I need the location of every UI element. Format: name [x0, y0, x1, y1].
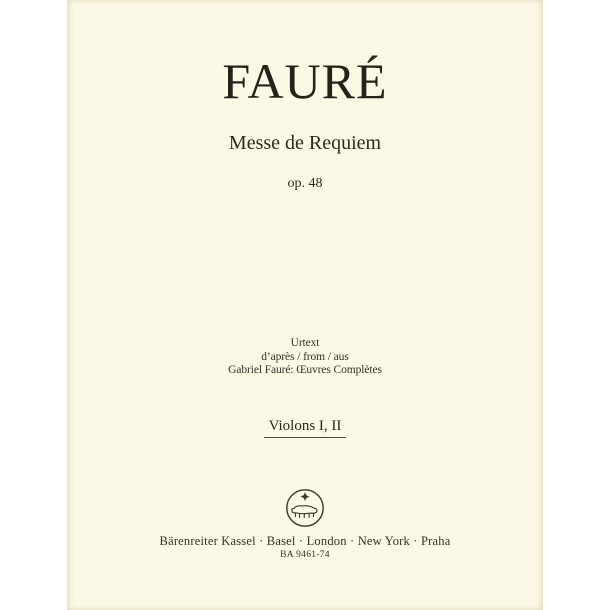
catalog-number: BA 9461-74	[280, 550, 330, 561]
baerenreiter-bear-logo-icon	[285, 488, 325, 528]
edition-line-series: Gabriel Fauré: Œuvres Complètes	[228, 364, 382, 376]
work-title: Messe de Requiem	[228, 132, 382, 154]
opus-number: op. 48	[287, 176, 323, 191]
edition-line-source: d’après / from / aus	[261, 350, 349, 363]
publisher-imprint: Bärenreiter Kassel · Basel · London · New York · Praha	[159, 533, 451, 548]
composer-name: FAURÉ	[222, 53, 388, 109]
edition-info	[228, 337, 382, 378]
edition-line-urtext: Urtext	[290, 337, 320, 349]
score-cover-page	[67, 0, 543, 610]
part-label: Violons I, II	[264, 419, 347, 438]
